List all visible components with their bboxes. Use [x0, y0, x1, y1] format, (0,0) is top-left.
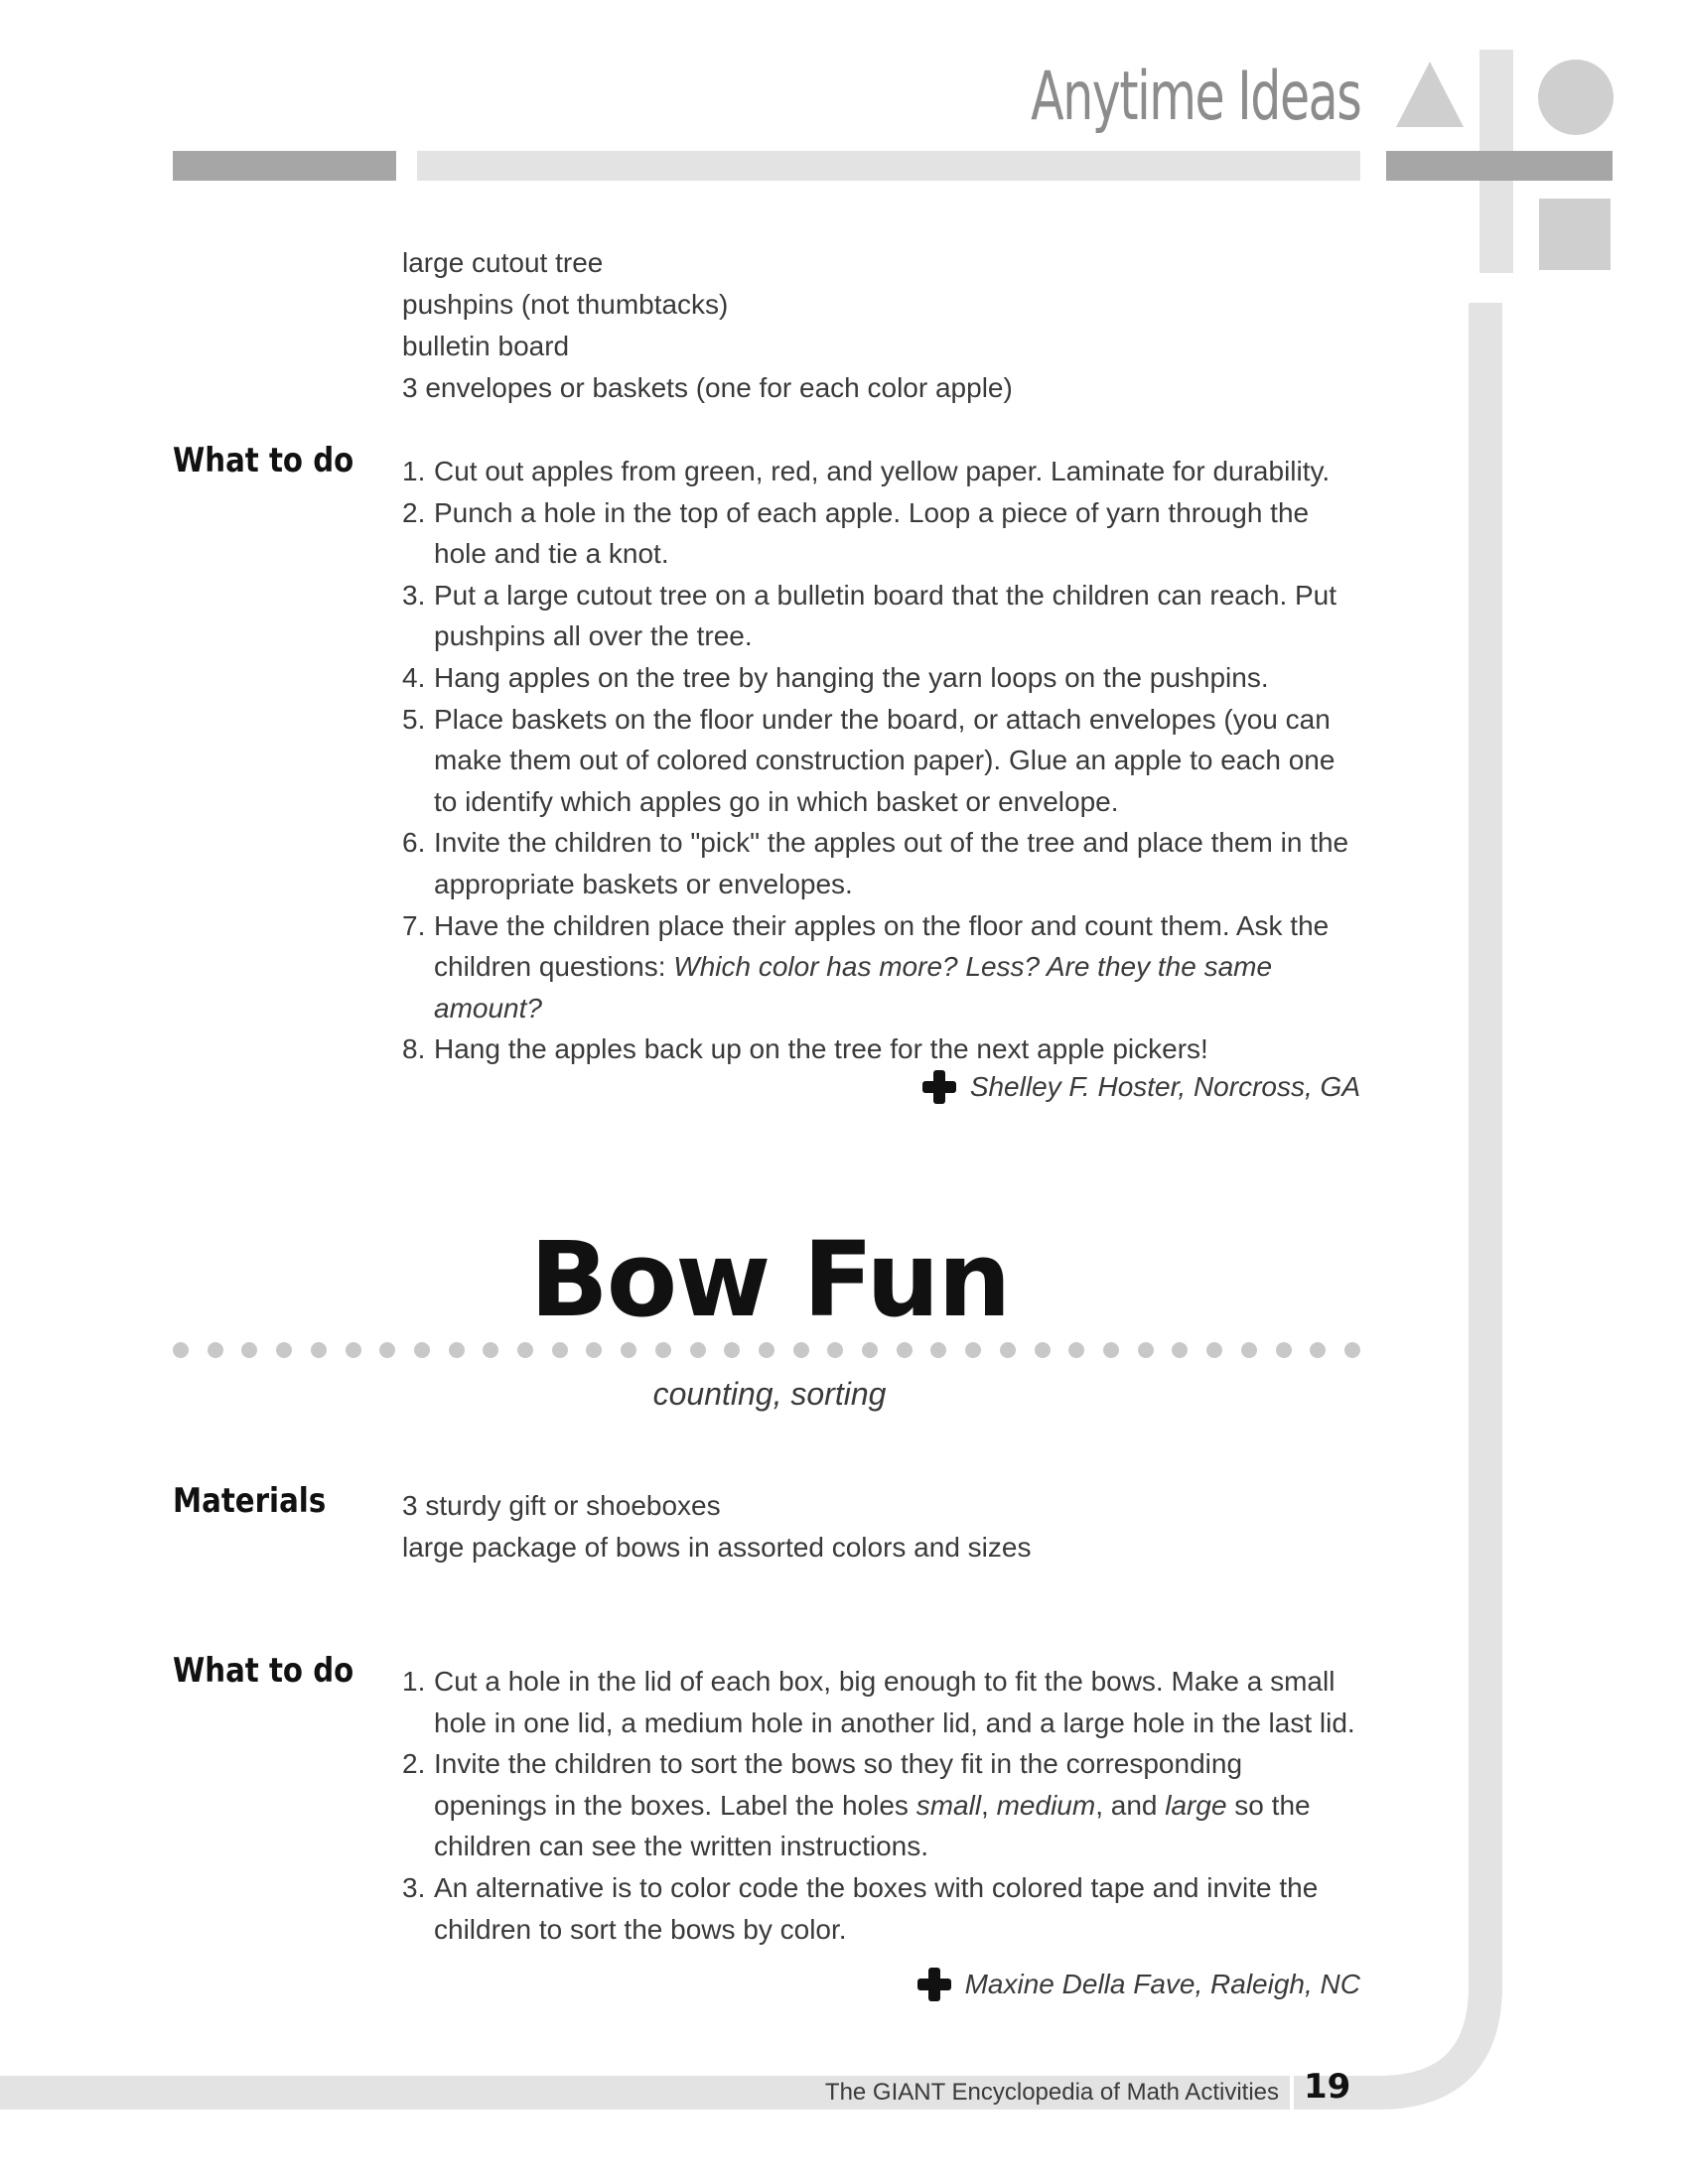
divider-dot [1172, 1342, 1188, 1358]
step-text: Have the children place their apples on the floor and count them. Ask the children questions: [434, 909, 1330, 983]
divider-dot [241, 1342, 257, 1358]
step-text-italic: Which color has more? Less? Are they the same amount? [434, 951, 1273, 1024]
activity-subtitle: counting, sorting [652, 1376, 887, 1412]
divider-dot [965, 1342, 981, 1358]
activity-title: Bow Fun [529, 1219, 1010, 1340]
divider-dot [1068, 1342, 1084, 1358]
list-item: pushpins (not thumbtacks) [402, 289, 729, 320]
step-number: 7. [402, 909, 426, 941]
divider-dot [1344, 1342, 1360, 1358]
step-text: Cut a hole in the lid of each box, big enough to fit the bows. Make a small hole in one lid, a medium hole in another lid, and a large hole in the last lid. [434, 1666, 1355, 1738]
divider-dot [897, 1342, 913, 1358]
step-number: 4. [402, 661, 426, 693]
step-text: Hang apples on the tree by hanging the yarn loops on the pushpins. [434, 661, 1269, 693]
list-item [402, 1661, 1355, 1743]
list-item [402, 1028, 1355, 1070]
step-text: Cut out apples from green, red, and yellow paper. Laminate for durability. [434, 456, 1331, 486]
list-item [402, 451, 1355, 492]
dotted-divider [173, 1342, 1360, 1358]
divider-dot [483, 1342, 498, 1358]
step-number: 3. [402, 579, 426, 611]
step-number: 3. [402, 1871, 426, 1903]
step-number: 1. [402, 456, 426, 486]
divider-dot [1206, 1342, 1222, 1358]
step-text-italic: medium [996, 1789, 1096, 1821]
divider-dot [414, 1342, 430, 1358]
divider-dot [862, 1342, 878, 1358]
step-text: , [981, 1789, 997, 1821]
list-item [402, 575, 1355, 657]
divider-dot [1276, 1342, 1292, 1358]
list-item: large package of bows in assorted colors and sizes [402, 1532, 1032, 1563]
materials-list-2 [402, 1485, 1031, 1569]
list-item: large cutout tree [402, 247, 604, 278]
divider-dot [346, 1342, 361, 1358]
step-number: 5. [402, 703, 426, 735]
materials-label: Materials [173, 1481, 327, 1521]
divider-dot [311, 1342, 327, 1358]
divider-dot [621, 1342, 636, 1358]
list-item [402, 1867, 1355, 1950]
step-number: 8. [402, 1033, 426, 1065]
divider-dot [552, 1342, 568, 1358]
page-number: 19 [1304, 2067, 1351, 2107]
list-item [402, 822, 1355, 904]
divider-dot [793, 1342, 809, 1358]
credit-text: Shelley F. Hoster, Norcross, GA [969, 1071, 1360, 1102]
list-item [402, 905, 1355, 1029]
list-item: 3 sturdy gift or shoeboxes [402, 1490, 721, 1521]
contributor-credit-1 [922, 1070, 1360, 1104]
divider-dot [1035, 1342, 1051, 1358]
divider-dot [449, 1342, 465, 1358]
list-item: bulletin board [402, 331, 570, 361]
divider-dot [379, 1342, 395, 1358]
divider-dot [724, 1342, 740, 1358]
step-number: 2. [402, 496, 426, 528]
step-text: Place baskets on the floor under the board, or attach envelopes (you can make them out of colored construction paper). Glue an apple to each one to identify which apples go in which basket or envelope. [434, 703, 1336, 817]
steps-list-2 [402, 1661, 1355, 1950]
what-to-do-label-2: What to do [173, 1651, 354, 1691]
divider-dot [1241, 1342, 1257, 1358]
step-text: Invite the children to sort the bows so they fit in the corresponding openings in the boxes. Label the holes [434, 1748, 1243, 1821]
list-item [402, 699, 1355, 823]
step-text-italic: large [1165, 1789, 1227, 1821]
divider-dot [1103, 1342, 1119, 1358]
divider-dot [1310, 1342, 1326, 1358]
step-number: 2. [402, 1748, 426, 1780]
divider-dot [1138, 1342, 1154, 1358]
step-text: An alternative is to color code the boxes with colored tape and invite the children to sort the bows by color. [434, 1871, 1319, 1945]
cross-icon [922, 1070, 956, 1104]
step-number: 1. [402, 1666, 426, 1697]
list-item [402, 492, 1355, 575]
step-text: Invite the children to "pick" the apples out of the tree and place them in the appropriate baskets or envelopes. [434, 827, 1349, 899]
divider-dot [827, 1342, 843, 1358]
divider-dot [208, 1342, 223, 1358]
step-text: , and [1095, 1789, 1166, 1821]
divider-dot [930, 1342, 946, 1358]
divider-dot [586, 1342, 602, 1358]
footer-divider [1290, 2073, 1294, 2115]
step-text: Put a large cutout tree on a bulletin board that the children can reach. Put pushpins all over the tree. [434, 579, 1337, 652]
divider-dot [759, 1342, 774, 1358]
steps-list-1 [402, 451, 1355, 1070]
step-text: so the children can see the written instructions. [434, 1789, 1311, 1862]
divider-dot [173, 1342, 189, 1358]
step-number: 6. [402, 827, 426, 859]
what-to-do-label-1: What to do [173, 441, 354, 480]
step-text: Hang the apples back up on the tree for the next apple pickers! [434, 1033, 1208, 1065]
frame-curve [0, 1985, 1485, 2093]
step-text-italic: small [915, 1789, 982, 1821]
credit-text: Maxine Della Fave, Raleigh, NC [964, 1969, 1360, 1999]
divider-dot [655, 1342, 671, 1358]
step-text: Punch a hole in the top of each apple. Loop a piece of yarn through the hole and tie a knot. [434, 496, 1310, 570]
divider-dot [1000, 1342, 1016, 1358]
divider-dot [517, 1342, 533, 1358]
list-item: 3 envelopes or baskets (one for each color apple) [402, 372, 1013, 403]
list-item [402, 1743, 1355, 1867]
cross-icon [917, 1968, 951, 2001]
divider-dot [276, 1342, 292, 1358]
contributor-credit-2 [917, 1968, 1360, 2001]
materials-list-1 [402, 242, 1013, 409]
list-item [402, 657, 1355, 699]
section-header-title: Anytime Ideas [1030, 58, 1360, 136]
book-title: The GIANT Encyclopedia of Math Activities [824, 2079, 1279, 2106]
divider-dot [690, 1342, 706, 1358]
